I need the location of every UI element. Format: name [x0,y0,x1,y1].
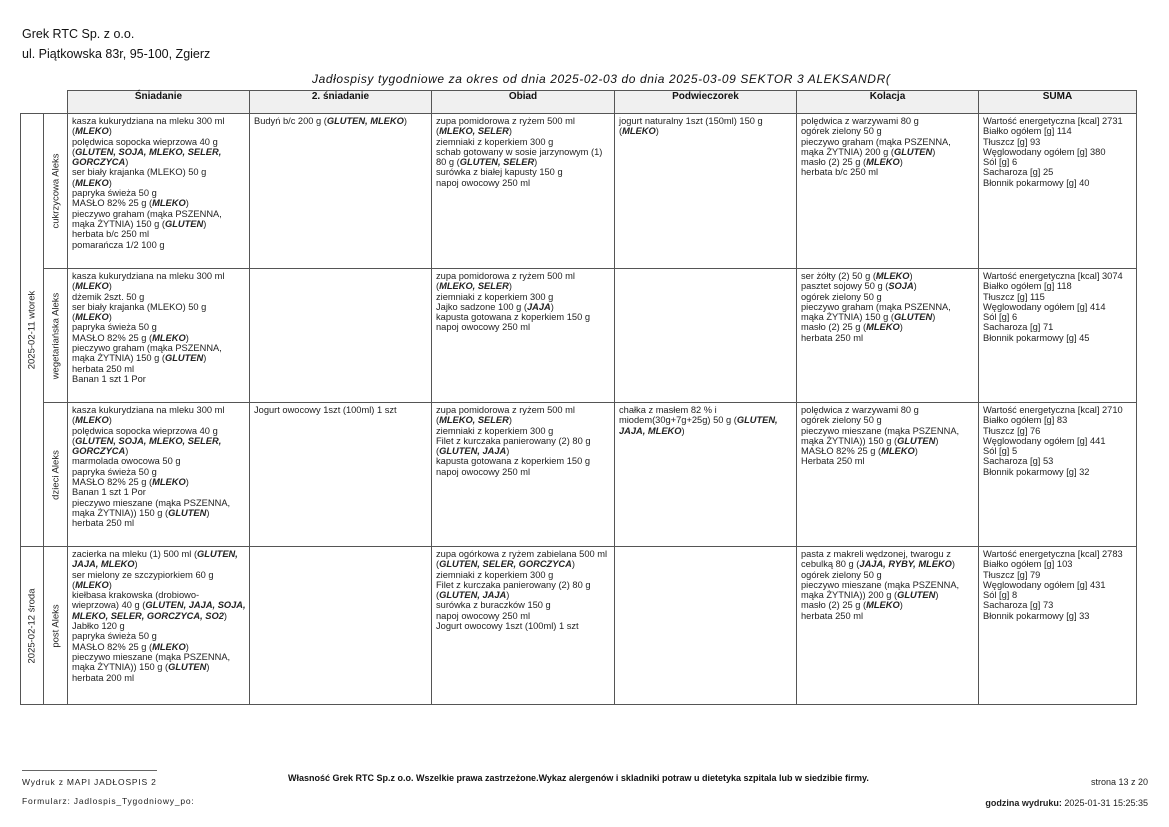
diet-name-cell [44,403,68,547]
nutrition-line: Sacharoza [g] 73 [983,600,1054,611]
meal-item: kiełbasa krakowska (drobiowo-wieprzowa) 40 g (GLUTEN, JAJA, SOJA, MLEKO, SELER, GORCZYCA, SO2) [72,590,246,621]
meal-cell-total [979,269,1137,403]
meal-item: ser biały krajanka (MLEKO) 50 g (MLEKO) [72,167,207,188]
meal-item: zupa pomidorowa z ryżem 500 ml (MLEKO, SELER) [436,116,575,137]
meal-item: pieczywo mieszane (mąka PSZENNA, mąka ŻYTNIA)) 150 g (GLUTEN) [801,425,960,446]
diet-name: dzieci Aleks [50,449,61,500]
meal-item: Jogurt owocowy 1szt (100ml) 1 szt [436,621,579,632]
nutrition-line: Wartość energetyczna [kcal] 3074 [983,271,1123,281]
nutrition-line: Tłuszcz [g] 79 [983,569,1041,580]
nutrition-line: Sacharoza [g] 25 [983,167,1054,178]
meal-cell-breakfast [68,269,250,403]
meal-item: ziemniaki z koperkiem 300 g [436,291,554,302]
meal-item: MASŁO 82% 25 g (MLEKO) [72,641,189,652]
nutrition-line: Węglowodany ogółem [g] 380 [983,146,1106,157]
meal-item: ser żółty (2) 50 g (MLEKO) [801,271,913,281]
diet-name: wegetariańska Aleks [50,292,61,379]
company-name: Grek RTC Sp. z o.o. [22,27,135,41]
meal-item: papryka świeża 50 g [72,322,157,333]
meal-item: schab gotowany w sosie jarzynowym (1) 80 g (GLUTEN, SELER) [436,146,603,168]
meal-item: napoj owocowy 250 ml [436,610,531,621]
meal-cell-breakfast [68,547,250,705]
meal-item: herbata 250 ml [801,610,864,621]
meal-item: ziemniaki z koperkiem 300 g [436,569,554,580]
meal-item: pasta z makreli wędzonej, twarogu z cebulką 80 g (JAJA, RYBY, MLEKO) [801,549,955,570]
nutrition-line: Wartość energetyczna [kcal] 2783 [983,549,1123,559]
footer-left [22,770,195,811]
meal-item: pieczywo graham (mąka PSZENNA, mąka ŻYTNIA) 200 g (GLUTEN) [801,136,951,157]
header-spacer [21,91,44,114]
meal-item: Jajko sadzone 100 g (JAJA) [436,301,554,312]
meal-item: masło (2) 25 g (MLEKO) [801,157,903,168]
nutrition-line: Sacharoza [g] 71 [983,322,1054,333]
printout-label: Wydruk z MAPI JADŁOSPIS 2 [22,777,157,787]
print-time-label: godzina wydruku: [985,798,1062,808]
nutrition-line: Sól [g] 6 [983,312,1018,323]
meal-item: polędwica z warzywami 80 g [801,405,919,415]
meal-item: pieczywo mieszane (mąka PSZENNA, mąka ŻYTNIA)) 200 g (GLUTEN) [801,579,960,601]
meal-cell-total [979,403,1137,547]
header-spacer [44,91,68,114]
meal-item: papryka świeża 50 g [72,631,157,642]
footer-rule [22,770,157,771]
day-date-cell [21,547,44,705]
meal-cell-lunch [432,114,615,269]
meal-item: MASŁO 82% 25 g (MLEKO) [72,477,189,488]
meal-cell-dinner [797,547,979,705]
nutrition-line: Sól [g] 8 [983,590,1018,601]
meal-item: ser mielony ze szczypiorkiem 60 g (MLEKO) [72,569,214,590]
meal-item: masło (2) 25 g (MLEKO) [801,322,903,333]
diet-name-cell [44,269,68,403]
menu-table [20,90,1137,705]
column-header-lunch: Obiad [432,91,615,114]
meal-item: herbata b/c 250 ml [801,167,879,178]
meal-item: ogórek zielony 50 g [801,126,882,137]
meal-item: pasztet sojowy 50 g (SOJA) [801,281,917,292]
meal-cell-afternoon-snack [615,547,797,705]
meal-cell-dinner [797,114,979,269]
meal-item: pomarańcza 1/2 100 g [72,239,165,250]
meal-cell-breakfast [68,114,250,269]
company-address: ul. Piątkowska 83r, 95-100, Zgierz [22,47,211,61]
diet-name-cell [44,547,68,705]
meal-cell-dinner [797,269,979,403]
nutrition-line: Węglowodany ogółem [g] 441 [983,435,1106,446]
meal-item: MASŁO 82% 25 g (MLEKO) [72,198,189,209]
nutrition-line: Tłuszcz [g] 93 [983,136,1041,147]
meal-item: ziemniaki z koperkiem 300 g [436,425,554,436]
meal-item: kasza kukurydziana na mleku 300 ml (MLEKO) [72,405,225,426]
nutrition-line: Sól [g] 5 [983,446,1018,457]
meal-item: herbata 250 ml [801,332,864,343]
diet-name: post Aleks [50,603,61,648]
meal-cell-lunch [432,403,615,547]
meal-cell-total [979,547,1137,705]
meal-item: napoj owocowy 250 ml [436,322,531,333]
meal-cell-afternoon-snack [615,269,797,403]
meal-item: napoj owocowy 250 ml [436,177,531,188]
company-info [22,24,210,64]
day-date: 2025-02-12 środa [26,588,38,663]
meal-item: pieczywo mieszane (mąka PSZENNA, mąka ŻYTNIA)) 150 g (GLUTEN) [72,497,231,518]
column-header-total: SUMA [979,91,1137,114]
diet-name-cell [44,114,68,269]
print-time [985,793,1148,814]
meal-item: zupa ogórkowa z ryżem zabielana 500 ml (GLUTEN, SELER, GORCZYCA) [436,549,608,570]
meal-item: herbata 250 ml [72,363,135,374]
nutrition-line: Wartość energetyczna [kcal] 2731 [983,116,1123,126]
meal-item: MASŁO 82% 25 g (MLEKO) [72,332,189,343]
nutrition-line: Węglowodany ogółem [g] 414 [983,301,1106,312]
nutrition-line: Błonnik pokarmowy [g] 32 [983,466,1090,477]
nutrition-line: Białko ogółem [g] 103 [983,559,1073,570]
meal-item: Filet z kurczaka panierowany (2) 80 g (GLUTEN, JAJA) [436,435,591,457]
meal-item: kapusta gotowana z koperkiem 150 g [436,456,591,467]
nutrition-line: Sól [g] 6 [983,157,1018,168]
meal-item: ogórek zielony 50 g [801,569,882,580]
meal-item: Herbata 250 ml [801,456,865,467]
meal-cell-total [979,114,1137,269]
footer-right [985,772,1148,814]
meal-item: pieczywo graham (mąka PSZENNA, mąka ŻYTNIA) 150 g (GLUTEN) [72,343,222,364]
meal-item: ogórek zielony 50 g [801,415,882,426]
meal-item: herbata 200 ml [72,672,135,683]
day-date-cell [21,114,44,547]
meal-item: ziemniaki z koperkiem 300 g [436,136,554,147]
meal-item: Jogurt owocowy 1szt (100ml) 1 szt [254,405,397,415]
nutrition-line: Wartość energetyczna [kcal] 2710 [983,405,1123,415]
diet-row [21,114,1137,269]
meal-item: zacierka na mleku (1) 500 ml (GLUTEN, JAJA, MLEKO) [72,549,238,570]
meal-item: kapusta gotowana z koperkiem 150 g [436,312,591,323]
column-header-second-breakfast: 2. śniadanie [250,91,432,114]
ownership-notice: Własność Grek RTC Sp.z o.o. Wszelkie prawa zastrzeżone.Wykaz alergenów i skladniki potraw u dietetyka szpitala lub w siedzibie firmy. [288,773,869,783]
meal-cell-second-breakfast [250,403,432,547]
nutrition-line: Tłuszcz [g] 115 [983,291,1045,302]
meal-item: dżemik 2szt. 50 g [72,291,145,302]
nutrition-line: Węglowodany ogółem [g] 431 [983,579,1106,590]
meal-item: kasza kukurydziana na mleku 300 ml (MLEKO) [72,271,225,292]
print-time-value: 2025-01-31 15:25:35 [1064,798,1148,808]
meal-item: zupa pomidorowa z ryżem 500 ml (MLEKO, SELER) [436,271,575,292]
meal-cell-breakfast [68,403,250,547]
menu-body [21,114,1137,705]
page-number: strona 13 z 20 [1090,777,1148,787]
nutrition-line: Sacharoza [g] 53 [983,456,1054,467]
meal-cell-second-breakfast [250,114,432,269]
meal-item: polędwica z warzywami 80 g [801,116,919,126]
nutrition-line: Błonnik pokarmowy [g] 33 [983,610,1090,621]
meal-item: masło (2) 25 g (MLEKO) [801,600,903,611]
header-row [21,91,1137,114]
meal-item: Filet z kurczaka panierowany (2) 80 g (GLUTEN, JAJA) [436,579,591,601]
meal-item: papryka świeża 50 g [72,466,157,477]
meal-cell-lunch [432,269,615,403]
meal-item: kasza kukurydziana na mleku 300 ml (MLEKO) [72,116,225,137]
meal-item: chałka z masłem 82 % i miodem(30g+7g+25g) 50 g (GLUTEN, JAJA, MLEKO) [619,405,778,436]
meal-cell-second-breakfast [250,547,432,705]
meal-cell-afternoon-snack [615,403,797,547]
meal-item: marmolada owocowa 50 g [72,456,181,467]
meal-item: Banan 1 szt 1 Por [72,487,146,498]
column-header-afternoon-snack: Podwieczorek [615,91,797,114]
meal-item: pieczywo graham (mąka PSZENNA, mąka ŻYTNIA) 150 g (GLUTEN) [72,208,222,229]
meal-item: papryka świeża 50 g [72,188,157,199]
meal-item: herbata b/c 250 ml [72,229,150,240]
form-label: Formularz: Jadlospis_Tygodniowy_po: [22,796,195,806]
diet-name: cukrzycowa Aleks [50,153,61,229]
meal-item: pieczywo mieszane (mąka PSZENNA, mąka ŻYTNIA)) 150 g (GLUTEN) [72,651,231,673]
diet-row [21,269,1137,403]
diet-row [21,403,1137,547]
column-header-dinner: Kolacja [797,91,979,114]
meal-item: surówka z białej kapusty 150 g [436,167,563,178]
meal-cell-dinner [797,403,979,547]
meal-item: surówka z buraczków 150 g [436,600,551,611]
meal-item: jogurt naturalny 1szt (150ml) 150 g (MLEKO) [619,116,763,137]
meal-item: pieczywo graham (mąka PSZENNA, mąka ŻYTNIA) 150 g (GLUTEN) [801,301,951,323]
meal-cell-lunch [432,547,615,705]
meal-item: ogórek zielony 50 g [801,291,882,302]
meal-item: polędwica sopocka wieprzowa 40 g (GLUTEN, SOJA, MLEKO, SELER, GORCZYCA) [72,425,222,457]
meal-item: Banan 1 szt 1 Por [72,373,146,384]
meal-cell-afternoon-snack [615,114,797,269]
meal-item: MASŁO 82% 25 g (MLEKO) [801,446,918,457]
nutrition-line: Błonnik pokarmowy [g] 40 [983,177,1090,188]
nutrition-line: Białko ogółem [g] 118 [983,281,1072,292]
meal-item: Budyń b/c 200 g (GLUTEN, MLEKO) [254,116,407,126]
nutrition-line: Błonnik pokarmowy [g] 45 [983,332,1090,343]
column-header-breakfast: Śniadanie [68,91,250,114]
document-title: Jadłospisy tygodniowe za okres od dnia 2025-02-03 do dnia 2025-03-09 SEKTOR 3 ALEKSANDR( [312,72,891,86]
meal-item: napoj owocowy 250 ml [436,466,531,477]
meal-item: polędwica sopocka wieprzowa 40 g (GLUTEN, SOJA, MLEKO, SELER, GORCZYCA) [72,136,222,168]
meal-item: zupa pomidorowa z ryżem 500 ml (MLEKO, SELER) [436,405,575,426]
nutrition-line: Tłuszcz [g] 76 [983,425,1041,436]
nutrition-line: Białko ogółem [g] 114 [983,126,1072,137]
day-date: 2025-02-11 wtorek [26,290,38,370]
meal-item: ser biały krajanka (MLEKO) 50 g (MLEKO) [72,301,207,323]
diet-row [21,547,1137,705]
meal-item: Jabłko 120 g [72,621,125,632]
meal-cell-second-breakfast [250,269,432,403]
meal-item: herbata 250 ml [72,518,135,529]
nutrition-line: Białko ogółem [g] 83 [983,415,1068,426]
